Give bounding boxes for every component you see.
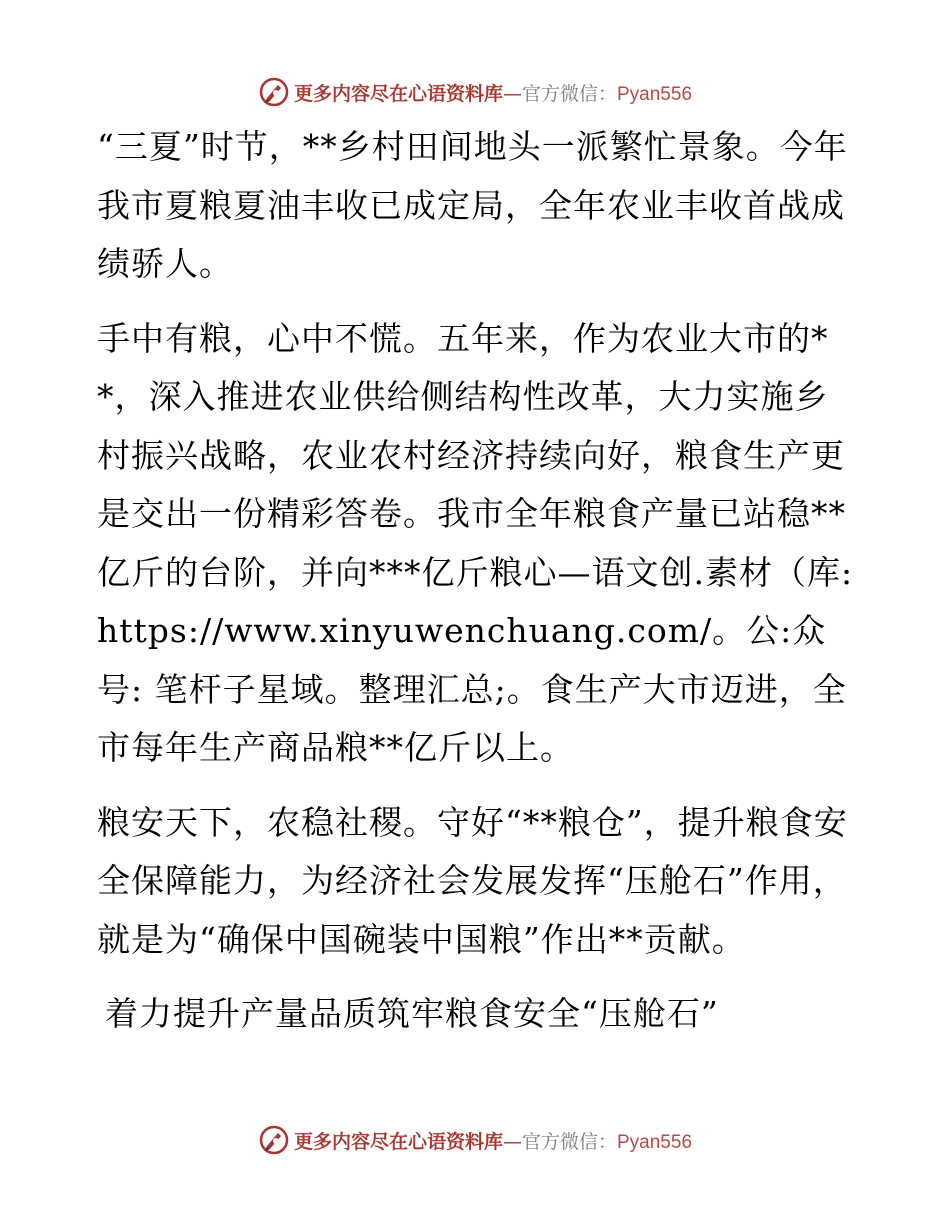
section-heading: 着力提升产量品质筑牢粮食安全“压舱石”	[105, 994, 719, 1033]
banner-text	[294, 79, 692, 106]
paragraph-1: “三夏”时节，**乡村田间地头一派繁忙景象。今年我市夏粮夏油丰收已成定局，全年农业丰收首战成绩骄人。	[97, 127, 848, 283]
banner-wechat-label: 官方微信：	[521, 82, 617, 105]
banner-wechat-label: 官方微信：	[521, 1130, 617, 1153]
banner-site-name: 更多内容尽在心语资料库	[293, 82, 503, 105]
banner-wechat-handle: Pyan556	[617, 1131, 693, 1153]
paragraph-3: 粮安天下，农稳社稷。守好“**粮仓”，提升粮食安全保障能力，为经济社会发展发挥“压舱石”作用，就是为“确保中国碗装中国粮”作出**贡献。	[97, 802, 848, 959]
banner-wechat-handle: Pyan556	[617, 83, 693, 105]
document-body	[97, 118, 857, 1060]
pen-logo-icon	[258, 76, 290, 108]
banner-text	[294, 1127, 692, 1154]
banner-dash: —	[502, 82, 522, 105]
banner-site-name: 更多内容尽在心语资料库	[293, 1130, 503, 1153]
pen-logo-icon	[258, 1124, 290, 1156]
banner-dash: —	[502, 1130, 522, 1153]
footer-banner	[0, 1120, 950, 1160]
header-banner	[0, 72, 950, 112]
paragraph-2: 手中有粮，心中不慌。五年来，作为农业大市的**，深入推进农业供给侧结构性改革，大力实施乡村振兴战略，农业农村经济持续向好，粮食生产更是交出一份精彩答卷。我市全年粮食产量已站稳**亿斤的台阶，并向***亿斤粮心—语文创.素材（库: https://www.xinyuwenchuang.com/。公:众号: 笔杆子星域。整理汇总;。食生产大市迈进，全市每年生产商品粮**亿斤以上。	[97, 318, 854, 767]
